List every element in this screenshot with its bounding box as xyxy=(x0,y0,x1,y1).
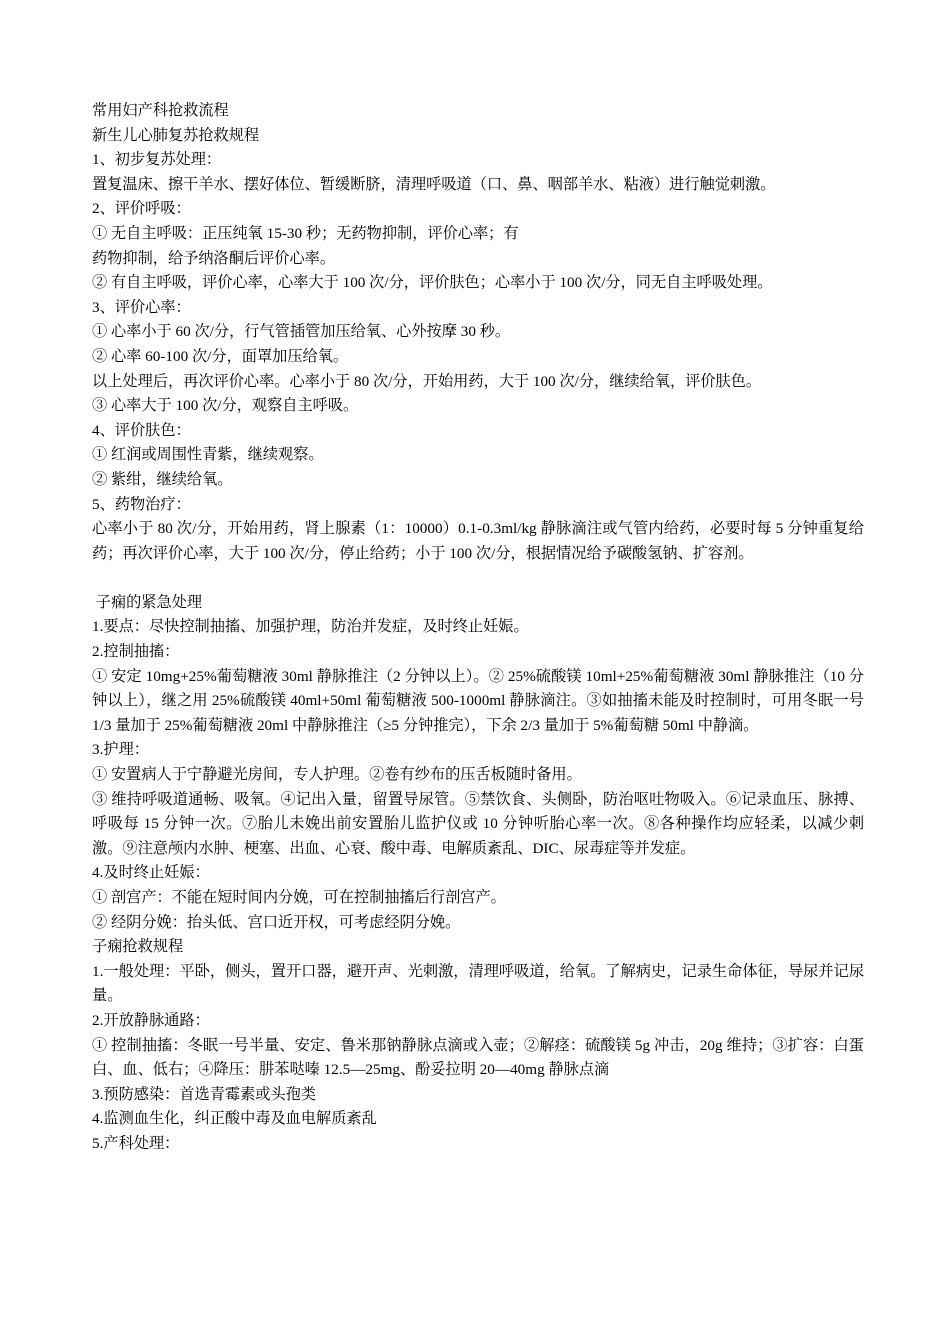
list-item: ① 剖宫产：不能在短时间内分娩，可在控制抽搐后行剖宫产。 xyxy=(92,889,506,906)
step-heading: 2.开放静脉通路： xyxy=(92,1011,210,1029)
step-heading: 1.要点：尽快控制抽搐、加强护理，防治并发症，及时终止妊娠。 xyxy=(92,618,529,636)
list-item: ② 有自主呼吸，评价心率，心率大于 100 次/分，评价肤色；心率小于 100 次/分，同无自主呼吸处理。 xyxy=(92,274,773,292)
paragraph: 以上处理后，再次评价心率。心率小于 80 次/分，开始用药，大于 100 次/分，继续给氧，评价肤色。 xyxy=(92,372,762,390)
step-heading: 5、药物治疗： xyxy=(92,495,191,513)
step-heading: 4、评价肤色： xyxy=(92,421,191,439)
blank-line xyxy=(92,566,864,591)
step-heading: 5.产科处理： xyxy=(92,1134,180,1152)
list-item: ① 心率小于 60 次/分，行气管插管加压给氧、心外按摩 30 秒。 xyxy=(92,323,511,341)
list-item: ③ 心率大于 100 次/分，观察自主呼吸。 xyxy=(92,397,359,415)
step-heading: 3、评价心率： xyxy=(92,298,191,316)
step-heading: 1、初步复苏处理： xyxy=(92,151,222,169)
list-item-continuation: 药物抑制，给予纳洛酮后评价心率。 xyxy=(92,249,335,267)
list-item: ② 经阴分娩：抬头低、宫口近开权，可考虑经阴分娩。 xyxy=(92,913,461,931)
document-body xyxy=(92,99,864,1157)
list-item: ② 心率 60-100 次/分，面罩加压给氧。 xyxy=(92,347,349,365)
step-heading: 2、评价呼吸： xyxy=(92,200,191,218)
step-heading: 3.预防感染：首选青霉素或头孢类 xyxy=(92,1085,317,1103)
paragraph: 1.一般处理：平卧，侧头，置开口器，避开声、光刺激，清理呼吸道，给氧。了解病史，记录生命体征，导尿并记尿量。 xyxy=(92,962,864,1005)
paragraph: 置复温床、擦干羊水、摆好体位、暂缓断脐，清理呼吸道（口、鼻、咽部羊水、粘液）进行触觉刺激。 xyxy=(92,175,776,193)
section-heading-neonatal-cpr: 新生儿心肺复苏抢救规程 xyxy=(92,126,260,144)
document-title: 常用妇产科抢救流程 xyxy=(92,102,229,119)
list-item: ① 无自主呼吸：正压纯氧 15-30 秒；无药物抑制，评价心率；有 xyxy=(92,224,519,242)
paragraph: 心率小于 80 次/分，开始用药，肾上腺素（1：10000）0.1-0.3ml/kg 静脉滴注或气管内给药，必要时每 5 分钟重复给药；再次评价心率，大于 100 次/分，停止给药；小于 100 次/分，根据情况给予碳酸氢钠、扩容剂。 xyxy=(92,520,864,562)
paragraph: ① 控制抽搐：冬眠一号半量、安定、鲁米那钠静脉点滴或入壶；②解痉：硫酸镁 5g 冲击，20g 维持；③扩容：白蛋白、血、低右；④降压：肼苯哒嗪 12.5—25mg、酚妥拉明 20—40mg 静脉点滴 xyxy=(92,1036,864,1079)
section-heading-eclampsia-emergency: 子痫的紧急处理 xyxy=(92,593,203,611)
step-heading: 3.护理： xyxy=(92,741,149,759)
list-item: ① 安置病人于宁静避光房间，专人护理。②卷有纱布的压舌板随时备用。 xyxy=(92,766,582,784)
list-item: ① 红润或周围性青紫，继续观察。 xyxy=(92,446,324,464)
paragraph: ① 安定 10mg+25%葡萄糖液 30ml 静脉推注（2 分钟以上）。② 25%硫酸镁 10ml+25%葡萄糖液 30ml 静脉推注（10 分钟以上），继之用 25%硫酸镁 40ml+50ml 葡萄糖液 500-1000ml 静脉滴注。③如抽搐未能及时控制时，可用冬眠一号 1/3 量加于 25%葡萄糖液 20ml 中静脉推注（≥5 分钟推完），下余 2/3 量加于 5%葡萄糖 50ml 中静滴。 xyxy=(92,667,864,734)
step-heading: 2.控制抽搐： xyxy=(92,643,180,661)
paragraph: ③ 维持呼吸道通畅、吸氧。④记出入量，留置导尿管。⑤禁饮食、头侧卧，防治呕吐物吸入。⑥记录血压、脉搏、呼吸每 15 分钟一次。⑦胎儿未娩出前安置胎儿监护仪或 10 分钟听胎心率一次。⑧各种操作均应轻柔，以减少刺激。⑨注意颅内水肿、梗塞、出血、心衰、酸中毒、电解质紊乱、DIC、尿毒症等并发症。 xyxy=(92,790,864,857)
step-heading: 4.及时终止妊娠： xyxy=(92,864,210,882)
list-item: ② 紫绀，继续给氧。 xyxy=(92,470,233,488)
section-heading-eclampsia-rescue: 子痫抢救规程 xyxy=(92,938,184,956)
step-heading: 4.监测血生化，纠正酸中毒及血电解质紊乱 xyxy=(92,1110,377,1128)
